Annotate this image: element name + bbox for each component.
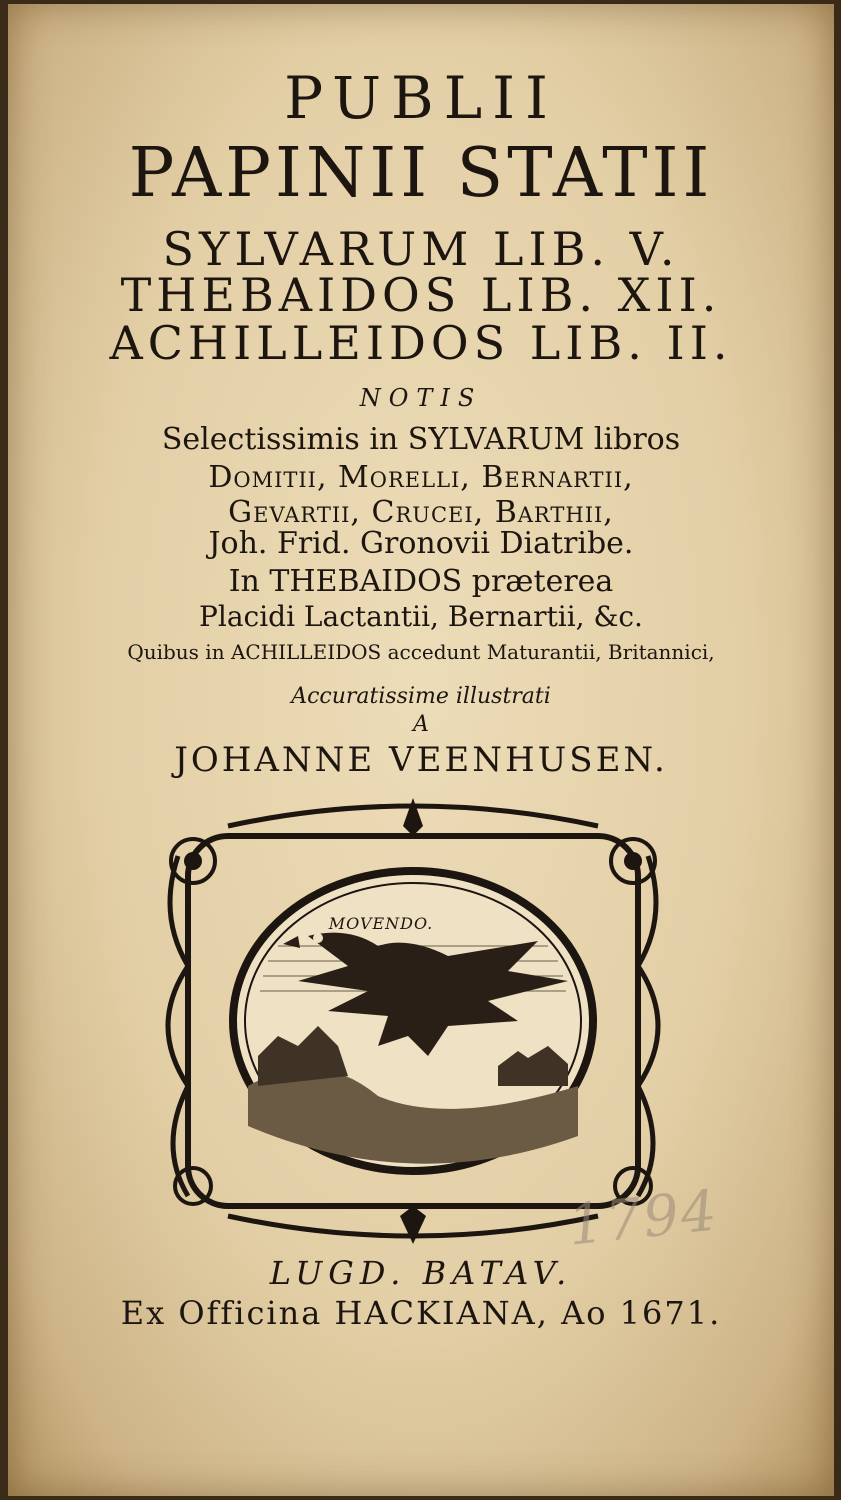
- commentators-line-3: Joh. Frid. Gronovii Diatribe.: [208, 526, 634, 561]
- work-achilleid: ACHILLEIDOS LIB. II.: [109, 316, 733, 370]
- printers-device-eagle-emblem: [148, 796, 678, 1246]
- commentators-line-2: Gevartii, Crucei, Barthii,: [228, 495, 614, 530]
- handwritten-shelfmark: 1794: [565, 1178, 722, 1259]
- commentators-line-1: Domitii, Morelli, Bernartii,: [208, 460, 634, 495]
- thebaid-note: In THEBAIDOS præterea: [228, 564, 614, 599]
- illustrati-line: Accuratissime illustrati: [291, 684, 551, 709]
- title-page: [8, 4, 834, 1496]
- work-thebaid: THEBAIDOS LIB. XII.: [120, 268, 722, 322]
- achilleid-commentators: Quibus in ACHILLEIDOS accedunt Maturantii, Britannici,: [127, 640, 715, 664]
- imprint-line: Ex Officina HACKIANA, Ao 1671.: [120, 1294, 722, 1332]
- imprint-place: LUGD. BATAV.: [269, 1254, 573, 1292]
- work-sylvae: SYLVARUM LIB. V.: [162, 222, 680, 276]
- author-name: PAPINII STATII: [128, 134, 714, 213]
- editor-name: JOHANNE VEENHUSEN.: [174, 740, 668, 780]
- notis-heading: NOTIS: [359, 384, 483, 412]
- device-motto: MOVENDO.: [328, 914, 434, 933]
- by-line: A: [413, 712, 429, 737]
- author-praenomen: PUBLII: [284, 64, 558, 132]
- commentary-line-1: Selectissimis in SYLVARUM libros: [161, 422, 681, 457]
- thebaid-commentators: Placidi Lactantii, Bernartii, &c.: [199, 600, 643, 633]
